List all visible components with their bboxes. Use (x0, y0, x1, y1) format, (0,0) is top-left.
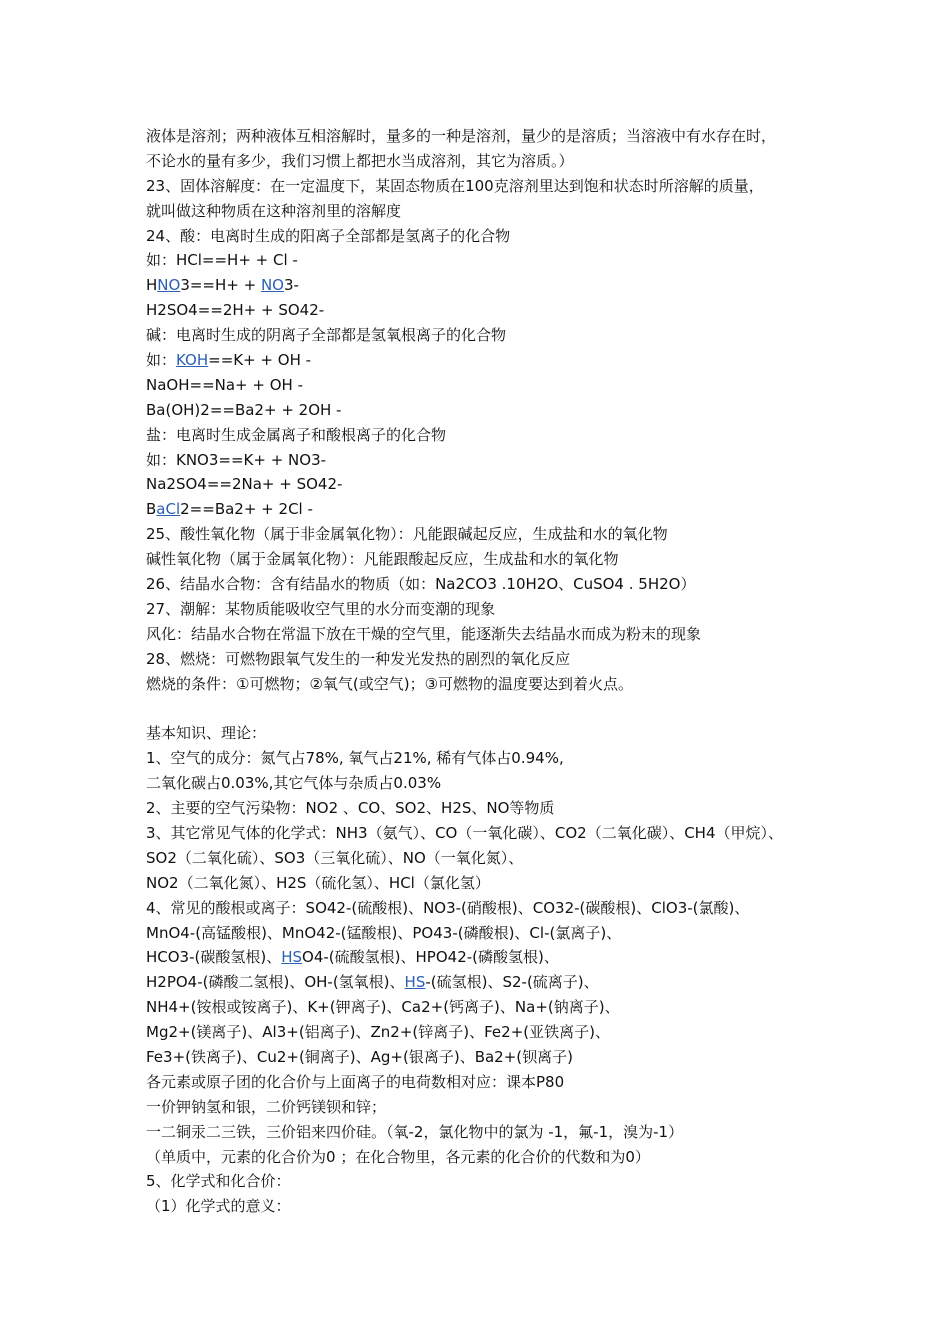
equation-line: H2SO4==2H+ + SO42- (146, 301, 325, 320)
text-line: 4、常见的酸根或离子：SO42-(硫酸根)、NO3-(硝酸根)、CO32-(碳酸根)、ClO3-(氯酸)、 (146, 898, 750, 917)
text-line: 碱：电离时生成的阴离子全部都是氢氧根离子的化合物 (146, 326, 507, 345)
section-heading: 28、燃烧：可燃物跟氧气发生的一种发光发热的剧烈的氧化反应 (146, 649, 571, 668)
text-line: 碱性氧化物（属于金属氧化物）：凡能跟酸起反应，生成盐和水的氧化物 (146, 550, 619, 569)
section-heading: 24、酸：电离时生成的阳离子全部都是氢离子的化合物 (146, 226, 511, 245)
equation-line (146, 273, 836, 298)
text-line: Mg2+(镁离子)、Al3+(铝离子)、Zn2+(锌离子)、Fe2+(亚铁离子)、 (146, 1023, 610, 1042)
text-line: 一价钾钠氢和银，二价钙镁钡和锌； (146, 1097, 387, 1116)
text-line: NH4+(铵根或铵离子)、K+(钾离子)、Ca2+(钙离子)、Na+(钠离子)、 (146, 998, 620, 1017)
text-line (146, 945, 836, 970)
text-line: （1）化学式的意义： (146, 1197, 291, 1216)
text-line: 3、其它常见气体的化学式：NH3（氨气）、CO（一氧化碳）、CO2（二氧化碳）、CH4（甲烷）、 (146, 823, 783, 842)
text-line: 燃烧的条件：①可燃物；②氧气(或空气)；③可燃物的温度要达到着火点。 (146, 674, 634, 693)
text-line: Fe3+(铁离子)、Cu2+(铜离子)、Ag+(银离子)、Ba2+(钡离子) (146, 1047, 574, 1066)
text-line: 各元素或原子团的化合价与上面离子的电荷数相对应：课本P80 (146, 1072, 565, 1091)
text-line: 就叫做这种物质在这种溶剂里的溶解度 (146, 201, 402, 220)
hyperlink-hs[interactable]: HS (281, 948, 303, 967)
hyperlink-no[interactable]: NO (260, 276, 284, 295)
text-line: （单质中，元素的化合价为0 ；在化合物里，各元素的化合价的代数和为0） (146, 1147, 650, 1166)
equation-line (146, 497, 836, 522)
text-segment: 3- (283, 276, 299, 295)
text-segment: H2PO4-(磷酸二氢根)、OH-(氢氧根)、 (146, 973, 405, 992)
text-segment: 2==Ba2+ + 2Cl - (180, 500, 313, 519)
section-title: 基本知识、理论： (146, 724, 267, 743)
text-line: 盐：电离时生成金属离子和酸根离子的化合物 (146, 425, 447, 444)
text-segment: 3==H+ + (180, 276, 261, 295)
equation-line (146, 348, 836, 373)
text-line: 一二铜汞二三铁，三价铝来四价硅。（氧-2，氯化物中的氯为 -1，氟-1，溴为-1） (146, 1122, 684, 1141)
section-heading: 25、酸性氧化物（属于非金属氧化物）：凡能跟碱起反应，生成盐和水的氧化物 (146, 525, 668, 544)
section-heading: 5、化学式和化合价： (146, 1172, 291, 1191)
section-heading: 26、结晶水合物：含有结晶水的物质（如：Na2CO3 .10H2O、CuSO4 . 5H2O） (146, 575, 696, 594)
hyperlink-koh[interactable]: KOH (176, 351, 209, 370)
text-line: MnO4-(高锰酸根)、MnO42-(锰酸根)、PO43-(磷酸根)、Cl-(氯离子)、 (146, 923, 622, 942)
text-segment: O4-(硫酸氢根)、HPO42-(磷酸氢根)、 (302, 948, 559, 967)
text-line: 2、主要的空气污染物：NO2 、CO、SO2、H2S、NO等物质 (146, 799, 555, 818)
hyperlink-hs[interactable]: HS (404, 973, 426, 992)
text-line: 液体是溶剂；两种液体互相溶解时，量多的一种是溶剂，量少的是溶质；当溶液中有水存在时， (146, 127, 777, 145)
equation-line: Ba(OH)2==Ba2+ + 2OH - (146, 400, 342, 419)
text-segment: H (146, 276, 158, 295)
equation-line: 如：HCl==H+ + Cl - (146, 251, 298, 270)
text-segment: ==K+ + OH - (208, 351, 312, 370)
equation-line: 如：KNO3==K+ + NO3- (146, 450, 327, 469)
hyperlink-no[interactable]: NO (157, 276, 181, 295)
document-body (146, 124, 836, 1219)
hyperlink-acl[interactable]: aCl (156, 500, 181, 519)
text-segment: -(硫氢根)、S2-(硫离子)、 (425, 973, 599, 992)
text-line (146, 970, 836, 995)
text-line: 二氧化碳占0.03%,其它气体与杂质占0.03% (146, 774, 442, 793)
text-line: 风化：结晶水合物在常温下放在干燥的空气里，能逐渐失去结晶水而成为粉末的现象 (146, 624, 702, 643)
section-heading: 27、潮解：某物质能吸收空气里的水分而变潮的现象 (146, 599, 496, 618)
text-line: 1、空气的成分：氮气占78%, 氧气占21%, 稀有气体占0.94%, (146, 749, 564, 768)
equation-line: NaOH==Na+ + OH - (146, 375, 303, 394)
text-line: 不论水的量有多少，我们习惯上都把水当成溶剂，其它为溶质。） (146, 151, 574, 170)
text-segment: HCO3-(碳酸氢根)、 (146, 948, 282, 967)
text-segment: 如： (146, 351, 177, 370)
blank-line (146, 696, 836, 721)
equation-line: Na2SO4==2Na+ + SO42- (146, 475, 343, 494)
text-segment: B (146, 500, 157, 519)
text-line: 23、固体溶解度：在一定温度下，某固态物质在100克溶剂里达到饱和状态时所溶解的质量， (146, 176, 764, 195)
text-line: NO2（二氧化氮）、H2S（硫化氢）、HCl（氯化氢） (146, 873, 490, 892)
text-line: SO2（二氧化硫）、SO3（三氧化硫）、NO（一氧化氮）、 (146, 848, 524, 867)
